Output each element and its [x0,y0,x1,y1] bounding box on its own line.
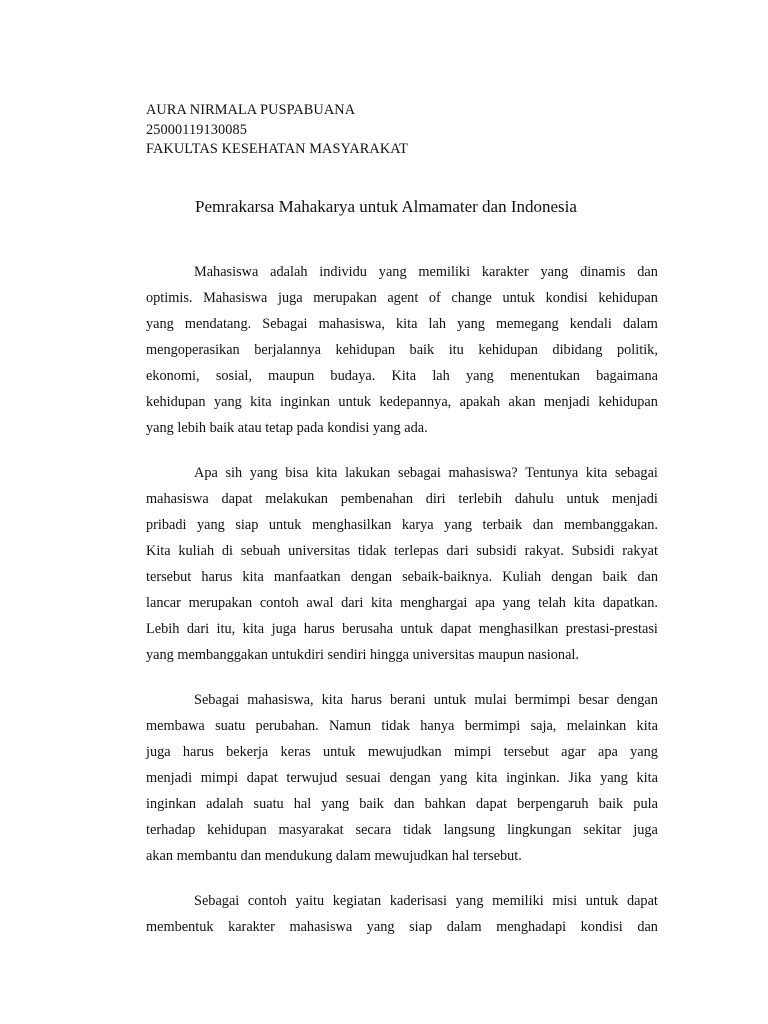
word: kita [321,692,344,708]
word: inginkan [279,394,331,410]
word: kondisi [327,420,370,436]
word: lah [428,316,446,332]
word: apakah [459,394,501,410]
word: sesuai [345,770,381,786]
word: kita [250,394,272,410]
word: Tentunya [525,465,579,481]
paragraph-line [146,366,658,392]
word: siap [409,919,433,935]
word: juga [271,621,297,637]
word: kehidupan [207,822,267,838]
paragraph-line [146,768,658,794]
word: hingga [370,647,409,663]
word: tetap [265,420,293,436]
word: melainkan [566,718,627,734]
word: pula [633,796,658,812]
word: kita [573,595,596,611]
word: karakter [481,264,529,280]
word: kita [396,316,418,332]
word: Kita [146,543,171,559]
word: kita [475,770,498,786]
word: yang [600,770,628,786]
word: saja, [530,718,557,734]
word: sebagai [398,465,441,481]
word: untuk [400,621,433,637]
word: baik [359,796,384,812]
word: yang [249,465,278,481]
word: dahulu [514,491,554,507]
word: untuk [268,517,302,533]
word: dari [186,621,210,637]
essay-title: Pemrakarsa Mahakarya untuk Almamater dan Indonesia [195,197,577,216]
word: lebih [177,420,206,436]
paragraph-line [146,716,658,742]
word: kuliah [178,543,215,559]
word: mimpi [200,770,239,786]
word: inginkan. [506,770,560,786]
word: suatu [215,718,246,734]
word: of [428,290,441,306]
word: kita [636,718,658,734]
word: akan [508,394,536,410]
word: baik [598,796,624,812]
word: rakyat [622,543,658,559]
word: hal [293,796,312,812]
word: awal [306,595,334,611]
word: mimpi [453,744,492,760]
word: sebaik-baiknya. [402,569,493,585]
word: dan [637,919,658,935]
word: adalah [270,264,308,280]
word: mewujudkan [367,744,442,760]
word: ada. [404,420,428,436]
word: akan [146,848,173,864]
word: dan [393,796,415,812]
word: Namun [328,718,372,734]
author-header [146,101,408,160]
word: membentuk [146,919,214,935]
word: merupakan [188,595,253,611]
word: harus [182,744,214,760]
word: Jika [568,770,592,786]
word: memiliki [418,264,471,280]
word: agar [561,744,586,760]
paragraph [146,690,658,872]
word: dan [637,569,658,585]
word: siap [235,517,259,533]
word: dibidang [552,342,603,358]
word: dapat [246,770,278,786]
word: yang [146,316,174,332]
word: sebagai [615,465,658,481]
word: ekonomi, [146,368,200,384]
word: optimis. [146,290,193,306]
word: kondisi [580,919,623,935]
word: membantu [176,848,237,864]
paragraph-line [146,567,658,593]
word: bagaimana [596,368,658,384]
word: mahasiswa [146,491,209,507]
word: yang [439,770,468,786]
word: bahkan [424,796,466,812]
paragraph-line [146,794,658,820]
word: membanggakan [177,647,268,663]
word: dan [240,848,262,864]
word: dapat [221,491,253,507]
word: mulai [474,692,507,708]
word: bisa [285,465,309,481]
paragraph-line [146,917,658,943]
paragraph-line [146,515,658,541]
word: Sebagai [194,893,240,909]
word: kita [242,569,264,585]
word: lakukan [345,465,391,481]
word: universitas [412,647,475,663]
word: dan [637,264,658,280]
word: menjadi [543,394,590,410]
word: nasional. [527,647,579,663]
word: menjadi [146,770,193,786]
word: dari [446,543,469,559]
word: menghasilkan [478,621,559,637]
word: untuk [566,491,600,507]
word: lah [432,368,450,384]
word: untuk [502,290,536,306]
word: besar [578,692,609,708]
word: Kita [391,368,417,384]
word: mahasiswa, [318,316,385,332]
word: kita [636,770,658,786]
word: kita [585,465,608,481]
word: suatu [253,796,284,812]
word: harus [351,692,382,708]
word: yang [444,517,472,533]
word: membanggakan. [563,517,658,533]
word: tidak [381,718,410,734]
word: diri [425,491,446,507]
word: kita [315,465,338,481]
paragraph-line [146,489,658,515]
word: berjalannya [254,342,321,358]
word: membawa [146,718,205,734]
word: agent [387,290,419,306]
word: yang [378,264,407,280]
word: yang [630,744,658,760]
word: tidak [357,543,387,559]
word: yang [213,394,242,410]
word: kondisi [545,290,588,306]
word: sebuah [240,543,281,559]
word: dengan [551,569,593,585]
paragraph-line [146,463,658,489]
word: kita [242,621,265,637]
word: perubahan. [255,718,319,734]
word: melakukan [265,491,328,507]
word: juga [633,822,658,838]
word: Sebagai [194,692,240,708]
word: mendukung [264,848,333,864]
word: untukdiri [271,647,324,663]
word: berusaha [342,621,393,637]
word: lingkungan [507,822,572,838]
word: lancar [146,595,181,611]
word: kita [371,595,393,611]
word: berani [390,692,426,708]
faculty-name: FAKULTAS KESEHATAN MASYARAKAT [146,141,408,157]
paragraph-line [146,846,658,872]
word: kehidupan [335,342,396,358]
word: yang [465,368,494,384]
word: subsidi [476,543,517,559]
word: contoh [247,893,287,909]
word: kedepannya, [379,394,452,410]
paragraph [146,262,658,444]
word: sih [225,465,243,481]
word: langsung [443,822,496,838]
word: juga [278,290,303,306]
word: untuk [433,692,467,708]
word: terbaik [482,517,523,533]
word: adalah [206,796,244,812]
author-name: AURA NIRMALA PUSPABUANA [146,102,356,118]
word: dapat [440,621,472,637]
word: bermimpi [514,692,571,708]
paragraph-line [146,392,658,418]
word: atau [237,420,262,436]
word: menghasilkan [311,517,392,533]
word: berpengaruh [517,796,589,812]
word: sendiri [327,647,367,663]
word: itu [448,342,464,358]
word: dengan [616,692,658,708]
word: sosial, [215,368,252,384]
word: pribadi [146,517,187,533]
word: Lebih [146,621,180,637]
word: memegang [495,316,559,332]
word: prestasi-prestasi [565,621,658,637]
word: hanya [420,718,455,734]
paragraph-line [146,619,658,645]
paragraph-line [146,340,658,366]
word: untuk [585,893,619,909]
essay-body [146,262,658,962]
word: menghargai [400,595,468,611]
word: harus [303,621,335,637]
word: Apa [194,465,218,481]
word: pada [296,420,324,436]
word: telah [538,595,566,611]
paragraph-line [146,314,658,340]
word: yang [502,595,531,611]
paragraph-line [146,593,658,619]
word: harus [201,569,233,585]
word: dalam [622,316,658,332]
word: merupakan [313,290,377,306]
word: karakter [228,919,275,935]
word: apa [475,595,495,611]
word: baik [409,342,435,358]
paragraph-line [146,418,658,444]
word: dinamis [580,264,626,280]
word: Subsidi [571,543,615,559]
word: dalam [446,919,482,935]
word: dan [532,517,554,533]
word: kendali [569,316,612,332]
paragraph-line [146,891,658,917]
word: dapat [626,893,658,909]
word: universitas [288,543,351,559]
word: yang [457,316,485,332]
word: individu [319,264,367,280]
word: dengan [389,770,431,786]
word: mahasiswa [289,919,353,935]
word: kegiatan [332,893,382,909]
word: keras [280,744,311,760]
word: dapatkan. [602,595,658,611]
word: dapat [476,796,507,812]
word: inginkan [146,796,197,812]
word: Mahasiswa [203,290,268,306]
word: masyarakat [278,822,344,838]
word: yaitu [295,893,325,909]
word: yang [455,893,484,909]
essay-title-wrap [0,196,768,218]
word: menghadapi [496,919,567,935]
word: yang [366,919,395,935]
word: baik [602,569,628,585]
paragraph [146,463,658,671]
word: politik, [617,342,658,358]
word: tidak [403,822,432,838]
word: kehidupan [478,342,538,358]
word: maupun [478,647,525,663]
student-id: 25000119130085 [146,121,247,138]
word: tersebut [503,744,549,760]
word: mengoperasikan [146,342,240,358]
word: bekerja [226,744,269,760]
word: mewujudkan [374,848,449,864]
word: untuk [338,394,371,410]
paragraph-line [146,742,658,768]
word: yang [146,647,174,663]
word: di [221,543,233,559]
paragraph-line [146,645,658,671]
word: dari [341,595,364,611]
word: memiliki [492,893,544,909]
word: budaya. [330,368,376,384]
word: pembenahan [340,491,413,507]
paragraph-line [146,541,658,567]
word: yang [540,264,569,280]
word: yang [146,420,174,436]
word: untuk [322,744,356,760]
word: terlebih [458,491,503,507]
word: kehidupan [146,394,206,410]
paragraph-line [146,820,658,846]
word: manfaatkan [273,569,341,585]
word: mahasiswa? [448,465,518,481]
word: yang [372,420,401,436]
word: karya [401,517,434,533]
paragraph-line [146,690,658,716]
word: bermimpi [464,718,521,734]
word: apa [598,744,618,760]
paragraph-line [146,288,658,314]
word: itu, [216,621,236,637]
word: mahasiswa, [247,692,314,708]
word: dalam [335,848,371,864]
word: terlepas [394,543,439,559]
word: yang [321,796,350,812]
word: dengan [350,569,392,585]
word: mendatang. [184,316,252,332]
word: kaderisasi [389,893,448,909]
word: hal [451,848,470,864]
word: Mahasiswa [194,264,259,280]
word: contoh [259,595,299,611]
word: baik [209,420,235,436]
word: menentukan [509,368,580,384]
word: terwujud [286,770,338,786]
word: rakyat. [524,543,564,559]
word: terhadap [146,822,196,838]
word: tersebut [146,569,192,585]
word: Sebagai [262,316,308,332]
word: menjadi [611,491,658,507]
word: kehidupan [598,290,658,306]
word: tersebut. [472,848,522,864]
word: Kuliah [502,569,542,585]
word: change [451,290,492,306]
word: kehidupan [598,394,658,410]
word: maupun [268,368,315,384]
word: misi [552,893,578,909]
word: secara [355,822,392,838]
paragraph [146,891,658,943]
paragraph-line [146,262,658,288]
word: sekitar [583,822,622,838]
word: yang [197,517,225,533]
word: juga [146,744,171,760]
